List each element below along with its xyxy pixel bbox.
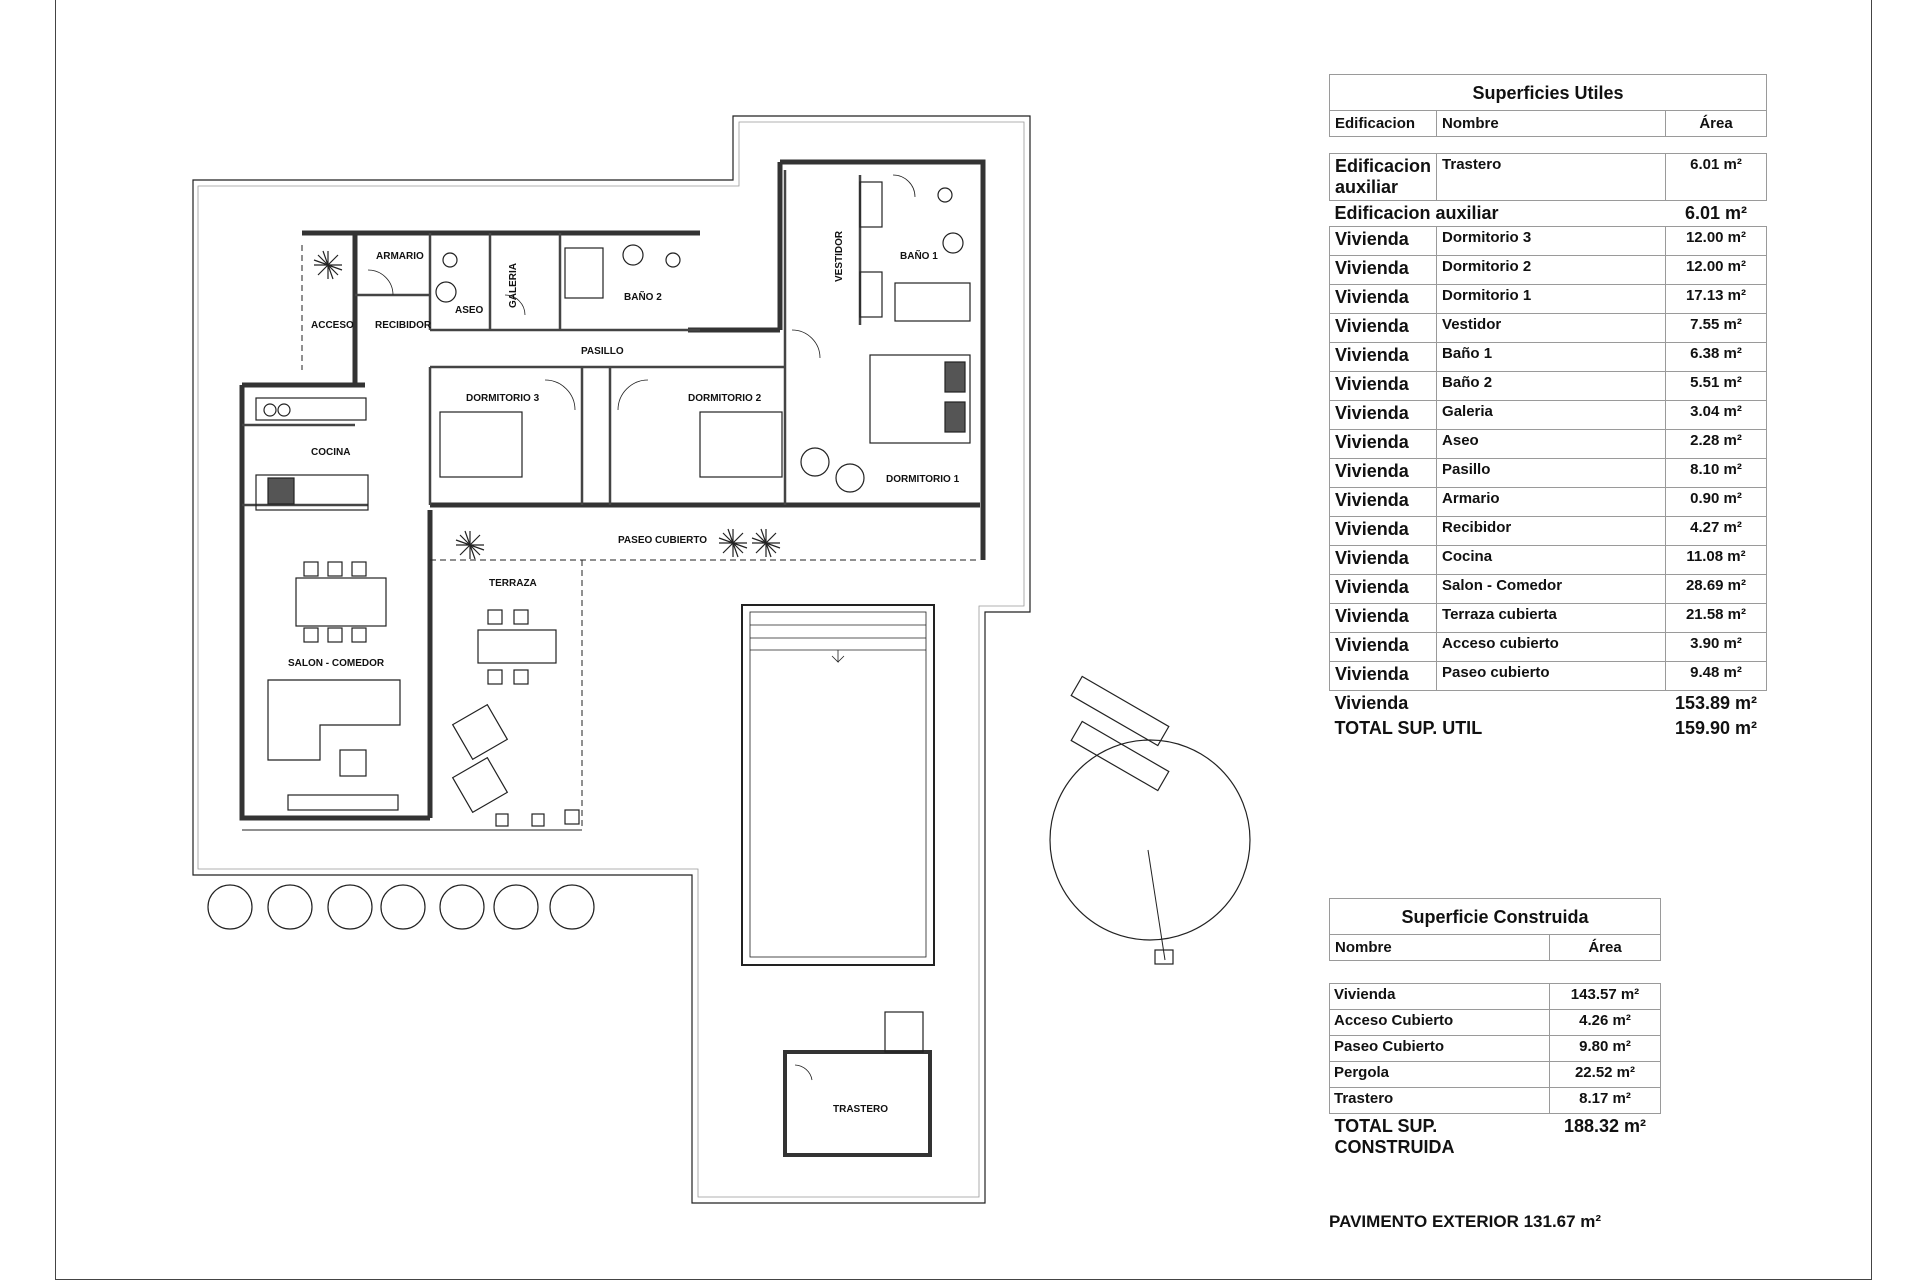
table-row	[1330, 256, 1767, 285]
tv-unit	[288, 795, 398, 810]
bed-dormitorio-3	[440, 412, 522, 477]
cell-nombre: Recibidor	[1437, 517, 1666, 546]
cell-area: 4.26 m²	[1550, 1010, 1661, 1036]
plant-icon	[456, 531, 484, 559]
bed-dormitorio-2	[700, 412, 782, 477]
room-label-armario: ARMARIO	[376, 251, 424, 262]
table-row	[1330, 154, 1767, 201]
table-row	[1330, 604, 1767, 633]
cell-area: 17.13 m²	[1666, 285, 1767, 314]
house-walls	[242, 162, 983, 818]
cell-edificacion: Vivienda	[1330, 372, 1437, 401]
cell-nombre: Baño 2	[1437, 372, 1666, 401]
cell-edificacion: Vivienda	[1330, 343, 1437, 372]
table-row	[1330, 575, 1767, 604]
cell-nombre: Vestidor	[1437, 314, 1666, 343]
cell-area: 6.38 m²	[1666, 343, 1767, 372]
cell-nombre: Dormitorio 1	[1437, 285, 1666, 314]
cell-nombre: Armario	[1437, 488, 1666, 517]
room-label-bano-2: BAÑO 2	[624, 292, 662, 303]
cell-area: 11.08 m²	[1666, 546, 1767, 575]
superficie-construida-table	[1329, 898, 1661, 1160]
tree-row	[208, 885, 594, 929]
coffee-table	[340, 750, 366, 776]
cell-edificacion: Vivienda	[1330, 662, 1437, 691]
table-row	[1330, 285, 1767, 314]
cell-area: 6.01 m²	[1666, 154, 1767, 201]
lounge-chair-2	[453, 758, 508, 813]
cell-area: 3.90 m²	[1666, 633, 1767, 662]
garden-umbrella	[1050, 740, 1250, 940]
room-label-recibidor: RECIBIDOR	[375, 320, 432, 331]
table-row	[1330, 372, 1767, 401]
total-area: 188.32 m²	[1563, 1116, 1647, 1136]
table-title: Superficie Construida	[1330, 899, 1661, 935]
table-row	[1330, 546, 1767, 575]
total-label: TOTAL SUP. CONSTRUIDA	[1334, 1116, 1455, 1157]
cell-area: 8.10 m²	[1666, 459, 1767, 488]
cell-nombre: Dormitorio 3	[1437, 227, 1666, 256]
kitchen-counter	[256, 398, 366, 420]
table-row	[1330, 314, 1767, 343]
table-row	[1330, 517, 1767, 546]
subtotal-label: Vivienda	[1334, 693, 1409, 713]
sofa	[268, 680, 400, 760]
table-row	[1330, 662, 1767, 691]
cell-edificacion: Vivienda	[1330, 314, 1437, 343]
dining-chairs	[304, 562, 366, 642]
room-label-dormitorio-3: DORMITORIO 3	[466, 393, 540, 404]
room-label-bano-1: BAÑO 1	[900, 251, 938, 262]
room-label-galeria: GALERIA	[508, 263, 519, 308]
table-row	[1330, 459, 1767, 488]
room-label-dormitorio-1: DORMITORIO 1	[886, 474, 960, 485]
cell-area: 143.57 m²	[1550, 984, 1661, 1010]
cell-nombre: Salon - Comedor	[1437, 575, 1666, 604]
header-area: Área	[1550, 935, 1661, 961]
total-row	[1330, 1114, 1661, 1161]
cell-nombre: Pergola	[1330, 1062, 1550, 1088]
table-row	[1330, 633, 1767, 662]
cell-nombre: Paseo Cubierto	[1330, 1036, 1550, 1062]
cell-edificacion: Vivienda	[1330, 430, 1437, 459]
superficies-utiles-table	[1329, 74, 1767, 741]
subtotal-label: Edificacion auxiliar	[1334, 203, 1499, 223]
cell-nombre: Aseo	[1437, 430, 1666, 459]
room-label-pasillo: PASILLO	[581, 346, 624, 357]
cell-area: 8.17 m²	[1550, 1088, 1661, 1114]
terrace-table	[478, 630, 556, 663]
cell-nombre: Baño 1	[1437, 343, 1666, 372]
table-row	[1330, 984, 1661, 1010]
cell-area: 5.51 m²	[1666, 372, 1767, 401]
plant-icon	[752, 529, 780, 557]
cell-nombre: Trastero	[1437, 154, 1666, 201]
pavimento-exterior-label: PAVIMENTO EXTERIOR 131.67 m²	[1329, 1212, 1602, 1231]
cell-nombre: Acceso cubierto	[1437, 633, 1666, 662]
table-row	[1330, 343, 1767, 372]
room-label-acceso: ACCESO	[311, 320, 354, 331]
cell-area: 28.69 m²	[1666, 575, 1767, 604]
cell-area: 12.00 m²	[1666, 256, 1767, 285]
total-area: 159.90 m²	[1674, 718, 1758, 738]
cell-nombre: Pasillo	[1437, 459, 1666, 488]
cell-area: 3.04 m²	[1666, 401, 1767, 430]
cell-area: 9.80 m²	[1550, 1036, 1661, 1062]
cell-edificacion: Edificacion auxiliar	[1330, 154, 1437, 201]
lounger-2	[1071, 721, 1169, 790]
room-label-terraza: TERRAZA	[489, 578, 537, 589]
subtotal-area: 6.01 m²	[1684, 203, 1748, 223]
cell-edificacion: Vivienda	[1330, 488, 1437, 517]
cell-area: 2.28 m²	[1666, 430, 1767, 459]
plant-icon	[719, 529, 747, 557]
cooktop	[268, 478, 294, 504]
cell-area: 22.52 m²	[1550, 1062, 1661, 1088]
dining-table	[296, 578, 386, 626]
cell-area: 7.55 m²	[1666, 314, 1767, 343]
lounger-1	[1071, 676, 1169, 745]
table-row	[1330, 488, 1767, 517]
cell-nombre: Dormitorio 2	[1437, 256, 1666, 285]
cell-area: 4.27 m²	[1666, 517, 1767, 546]
cell-edificacion: Vivienda	[1330, 546, 1437, 575]
cell-area: 0.90 m²	[1666, 488, 1767, 517]
plant-icon	[314, 251, 342, 279]
room-label-trastero: TRASTERO	[833, 1104, 888, 1115]
table-title: Superficies Utiles	[1330, 75, 1767, 111]
subtotal-area: 153.89 m²	[1674, 693, 1758, 713]
room-label-paseo-cubierto: PASEO CUBIERTO	[618, 535, 708, 546]
cell-nombre: Paseo cubierto	[1437, 662, 1666, 691]
total-label: TOTAL SUP. UTIL	[1334, 718, 1483, 738]
cell-edificacion: Vivienda	[1330, 517, 1437, 546]
room-label-aseo: ASEO	[455, 305, 484, 316]
subtotal-row	[1330, 201, 1767, 227]
table-row	[1330, 1010, 1661, 1036]
total-row	[1330, 716, 1767, 741]
cell-edificacion: Vivienda	[1330, 256, 1437, 285]
table-row	[1330, 1062, 1661, 1088]
table-row	[1330, 401, 1767, 430]
room-label-salon-comedor: SALON - COMEDOR	[288, 658, 385, 669]
cell-area: 12.00 m²	[1666, 227, 1767, 256]
shower-bano-1	[895, 283, 970, 321]
lounge-chair-1	[453, 705, 508, 760]
cell-area: 9.48 m²	[1666, 662, 1767, 691]
room-label-cocina: COCINA	[311, 447, 351, 458]
subtotal-row	[1330, 691, 1767, 717]
cell-nombre: Trastero	[1330, 1088, 1550, 1114]
pillows	[945, 362, 965, 432]
terrace-chairs	[488, 610, 528, 684]
shower-bano-2	[565, 248, 603, 298]
header-nombre: Nombre	[1437, 111, 1666, 137]
table-row	[1330, 430, 1767, 459]
cell-edificacion: Vivienda	[1330, 604, 1437, 633]
table-row	[1330, 1088, 1661, 1114]
plant-icons	[314, 251, 780, 559]
cell-edificacion: Vivienda	[1330, 633, 1437, 662]
cell-nombre: Galeria	[1437, 401, 1666, 430]
cell-nombre: Acceso Cubierto	[1330, 1010, 1550, 1036]
trastero-unit	[885, 1012, 923, 1052]
table-row	[1330, 227, 1767, 256]
header-area: Área	[1666, 111, 1767, 137]
header-nombre: Nombre	[1330, 935, 1550, 961]
cell-edificacion: Vivienda	[1330, 401, 1437, 430]
cell-nombre: Cocina	[1437, 546, 1666, 575]
cell-edificacion: Vivienda	[1330, 459, 1437, 488]
cell-edificacion: Vivienda	[1330, 575, 1437, 604]
cell-edificacion: Vivienda	[1330, 285, 1437, 314]
cell-edificacion: Vivienda	[1330, 227, 1437, 256]
cell-nombre: Terraza cubierta	[1437, 604, 1666, 633]
room-label-dormitorio-2: DORMITORIO 2	[688, 393, 762, 404]
cell-area: 21.58 m²	[1666, 604, 1767, 633]
header-edificacion: Edificacion	[1330, 111, 1437, 137]
cell-nombre: Vivienda	[1330, 984, 1550, 1010]
room-label-vestidor: VESTIDOR	[834, 230, 845, 282]
table-row	[1330, 1036, 1661, 1062]
